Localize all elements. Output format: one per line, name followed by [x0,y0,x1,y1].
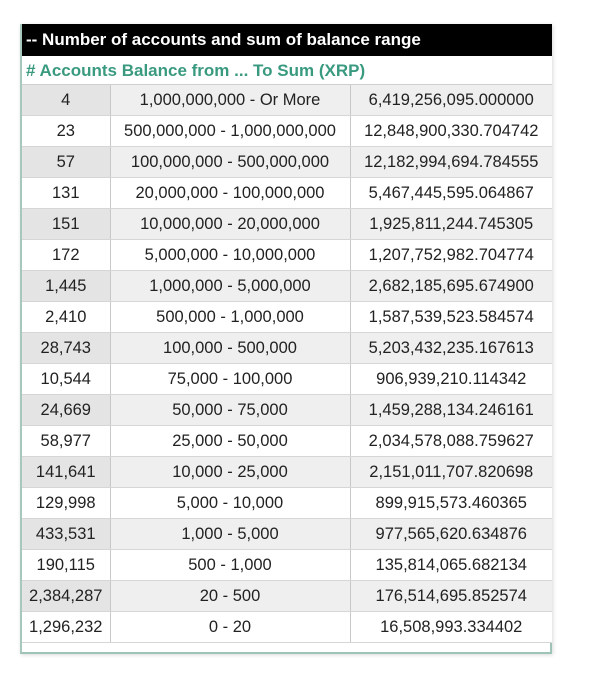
balance-range-cell: 500 - 1,000 [110,550,350,581]
table-row [22,581,552,612]
accounts-count-cell: 28,743 [22,333,110,364]
accounts-count-cell: 141,641 [22,457,110,488]
accounts-count-cell: 58,977 [22,426,110,457]
table-row [22,457,552,488]
accounts-count-cell: 2,384,287 [22,581,110,612]
balance-range-cell: 10,000 - 25,000 [110,457,350,488]
balance-range-cell: 1,000,000 - 5,000,000 [110,271,350,302]
balance-sum-cell: 1,587,539,523.584574 [350,302,552,333]
accounts-count-cell: 129,998 [22,488,110,519]
accounts-count-cell: 433,531 [22,519,110,550]
balance-sum-cell: 2,034,578,088.759627 [350,426,552,457]
balance-range-cell: 500,000 - 1,000,000 [110,302,350,333]
table-row [22,550,552,581]
balance-range-cell: 500,000,000 - 1,000,000,000 [110,116,350,147]
balance-range-cell: 1,000 - 5,000 [110,519,350,550]
table-header: # Accounts Balance from ... To Sum (XRP) [22,56,552,85]
table-title: -- Number of accounts and sum of balance range [22,24,552,56]
balance-sum-cell: 1,925,811,244.745305 [350,209,552,240]
balance-range-cell: 5,000 - 10,000 [110,488,350,519]
table-row [22,302,552,333]
accounts-count-cell: 151 [22,209,110,240]
balance-sum-cell: 12,182,994,694.784555 [350,147,552,178]
accounts-count-cell: 1,445 [22,271,110,302]
accounts-count-cell: 4 [22,85,110,116]
balance-range-cell: 5,000,000 - 10,000,000 [110,240,350,271]
accounts-count-cell: 24,669 [22,395,110,426]
balance-range-cell: 50,000 - 75,000 [110,395,350,426]
accounts-count-cell: 23 [22,116,110,147]
balance-range-table [22,85,552,643]
balance-sum-cell: 899,915,573.460365 [350,488,552,519]
table-row [22,395,552,426]
balance-range-cell: 20,000,000 - 100,000,000 [110,178,350,209]
balance-sum-cell: 12,848,900,330.704742 [350,116,552,147]
balance-range-cell: 20 - 500 [110,581,350,612]
balance-range-cell: 100,000,000 - 500,000,000 [110,147,350,178]
table-row [22,612,552,643]
accounts-count-cell: 57 [22,147,110,178]
accounts-count-cell: 2,410 [22,302,110,333]
balance-sum-cell: 135,814,065.682134 [350,550,552,581]
balance-sum-cell: 1,459,288,134.246161 [350,395,552,426]
table-row [22,240,552,271]
accounts-count-cell: 190,115 [22,550,110,581]
accounts-count-cell: 1,296,232 [22,612,110,643]
balance-sum-cell: 176,514,695.852574 [350,581,552,612]
balance-sum-cell: 5,467,445,595.064867 [350,178,552,209]
balance-sum-cell: 906,939,210.114342 [350,364,552,395]
accounts-count-cell: 10,544 [22,364,110,395]
table-body [22,85,552,643]
table-row [22,116,552,147]
balance-sum-cell: 2,151,011,707.820698 [350,457,552,488]
balance-range-cell: 100,000 - 500,000 [110,333,350,364]
balance-range-cell: 75,000 - 100,000 [110,364,350,395]
balance-range-cell: 0 - 20 [110,612,350,643]
table-row [22,85,552,116]
table-row [22,426,552,457]
table-row [22,364,552,395]
balance-range-cell: 10,000,000 - 20,000,000 [110,209,350,240]
table-row [22,147,552,178]
table-row [22,271,552,302]
balance-sum-cell: 1,207,752,982.704774 [350,240,552,271]
table-row [22,519,552,550]
balance-sum-cell: 5,203,432,235.167613 [350,333,552,364]
table-row [22,333,552,364]
balance-range-cell: 1,000,000,000 - Or More [110,85,350,116]
balance-sum-cell: 2,682,185,695.674900 [350,271,552,302]
balance-range-table-frame [20,24,552,654]
accounts-count-cell: 131 [22,178,110,209]
table-row [22,488,552,519]
balance-sum-cell: 16,508,993.334402 [350,612,552,643]
table-row [22,209,552,240]
accounts-count-cell: 172 [22,240,110,271]
table-row [22,178,552,209]
balance-range-cell: 25,000 - 50,000 [110,426,350,457]
balance-sum-cell: 977,565,620.634876 [350,519,552,550]
balance-sum-cell: 6,419,256,095.000000 [350,85,552,116]
